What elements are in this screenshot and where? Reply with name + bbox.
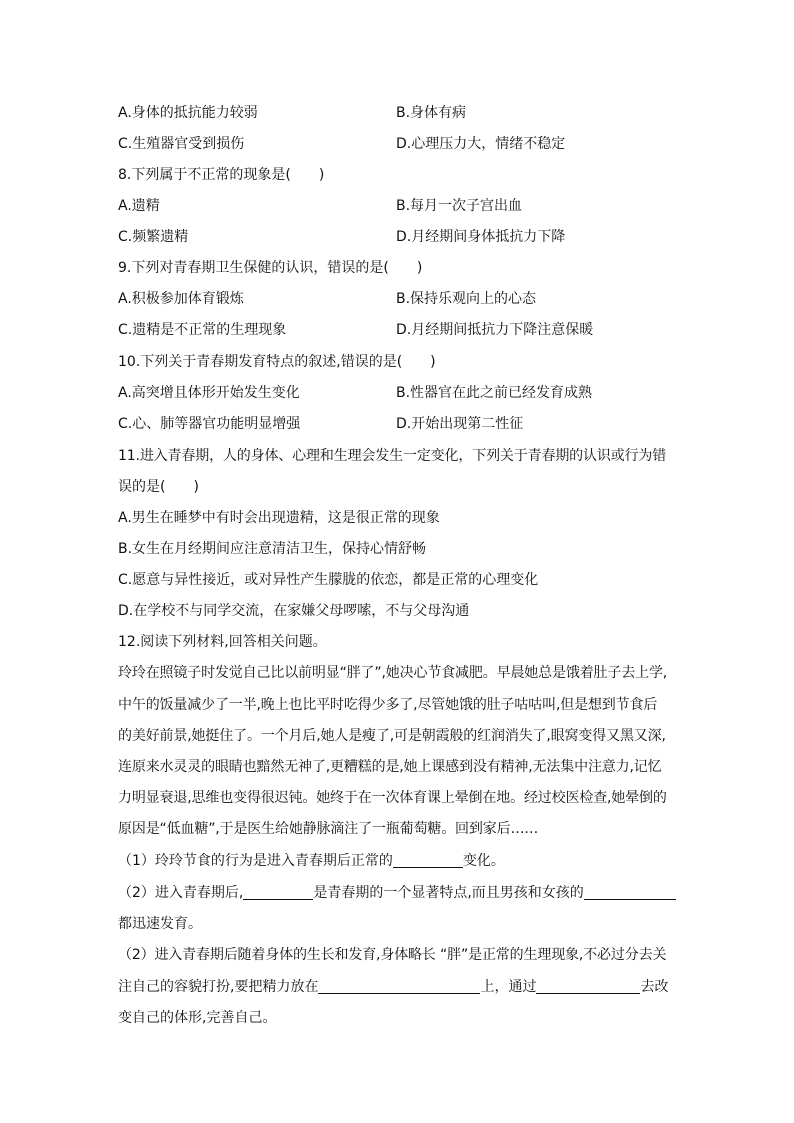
q12-passage-line2: 中午的饭量减少了一半,晚上也比平时吃得少多了,尽管她饿的肚子咕咕叫,但是想到节食后 — [118, 697, 658, 713]
q10-option-d: D.开始出现第二性征 — [396, 416, 524, 432]
q12-sub3-middle: 上，通过 — [480, 979, 537, 995]
q12-passage-line4: 连原来水灵灵的眼睛也黯然无神了,更糟糕的是,她上课感到没有精神,无法集中注意力,记忆 — [118, 759, 662, 775]
q10-option-a: A.高突增且体形开始发生变化 — [118, 385, 300, 401]
q12-sub2-answer-blank-1[interactable] — [243, 885, 313, 900]
q9-option-b: B.保持乐观向上的心态 — [396, 291, 537, 307]
q11-option-a: A.男生在睡梦中有时会出现遗精，这是很正常的现象 — [118, 510, 440, 526]
q12-sub2-answer-blank-2[interactable] — [584, 885, 676, 900]
q12-sub1 — [118, 853, 505, 869]
q12-sub1-suffix: 变化。 — [462, 853, 505, 869]
q12-sub3-prefix: 注自己的容貌打扮,要把精力放在 — [118, 979, 319, 995]
q12-sub2 — [118, 885, 676, 901]
q12-passage-line3: 的美好前景,她挺住了。一个月后,她人是瘦了,可是朝霞般的红润消失了,眼窝变得又黑又深, — [118, 728, 666, 744]
q11-option-d: D.在学校不与同学交流，在家嫌父母啰嗦，不与父母沟通 — [118, 603, 470, 619]
q11-option-b: B.女生在月经期间应注意清洁卫生，保持心情舒畅 — [118, 541, 427, 557]
q8-option-a: A.遗精 — [118, 198, 160, 214]
q12-sub3-line1: （2）进入青春期后随着身体的生长和发育,身体略长 “胖”是正常的生理现象,不必过分去关 — [118, 947, 667, 963]
q9-option-c: C.遗精是不正常的生理现象 — [118, 322, 287, 338]
q9-option-d: D.月经期间抵抗力下降注意保暖 — [396, 322, 594, 338]
q12-sub3-answer-blank-1[interactable] — [318, 979, 480, 994]
q9-stem: 9.下列对青春期卫生保健的认识，错误的是( ) — [118, 260, 423, 276]
q10-option-c: C.心、肺等器官功能明显增强 — [118, 416, 301, 432]
q12-passage-line1: 玲玲在照镜子时发觉自己比以前明显“胖了”,她决心节食减肥。早晨她总是饿着肚子去上学, — [118, 665, 668, 681]
q8-option-b: B.每月一次子宫出血 — [396, 198, 523, 214]
q8-option-c: C.频繁遗精 — [118, 229, 189, 245]
q12-passage-line6: 原因是“低血糖”,于是医生给她静脉滴注了一瓶葡萄糖。回到家后…… — [118, 821, 539, 837]
q12-stem: 12.阅读下列材料,回答相关问题。 — [118, 634, 327, 650]
q7-option-c: C.生殖器官受到损伤 — [118, 136, 245, 152]
q7-option-b: B.身体有病 — [396, 105, 467, 121]
q12-sub3-line2 — [118, 979, 668, 995]
q12-sub1-prefix: （1）玲玲节食的行为是进入青春期后正常的 — [118, 853, 393, 869]
q8-option-d: D.月经期间身体抵抗力下降 — [396, 229, 566, 245]
q11-stem-line2: 误的是( ) — [118, 479, 199, 495]
q12-sub2-prefix: （2）进入青春期后, — [118, 885, 244, 901]
q7-option-d: D.心理压力大，情绪不稳定 — [396, 136, 566, 152]
q11-stem-line1: 11.进入青春期，人的身体、心理和生理会发生一定变化，下列关于青春期的认识或行为错 — [118, 448, 667, 464]
q12-passage-line5: 力明显衰退,思维也变得很迟钝。她终于在一次体育课上晕倒在地。经过校医检查,她晕倒的 — [118, 790, 667, 806]
q10-option-b: B.性器官在此之前已经发育成熟 — [396, 385, 593, 401]
q12-sub1-answer-blank[interactable] — [393, 853, 463, 868]
q11-option-c: C.愿意与异性接近，或对异性产生朦胧的依恋，都是正常的心理变化 — [118, 572, 539, 588]
q12-sub3-suffix: 去改 — [640, 979, 669, 995]
q12-sub3-line3: 变自己的体形,完善自己。 — [118, 1010, 277, 1026]
q8-stem: 8.下列属于不正常的现象是( ) — [118, 167, 325, 183]
q9-option-a: A.积极参加体育锻炼 — [118, 291, 244, 307]
q7-option-a: A.身体的抵抗能力较弱 — [118, 105, 258, 121]
q10-stem: 10.下列关于青春期发育特点的叙述,错误的是( ) — [118, 354, 436, 370]
q12-sub2-line2: 都迅速发育。 — [118, 916, 202, 932]
q12-sub3-answer-blank-2[interactable] — [536, 979, 640, 994]
q12-sub2-middle: 是青春期的一个显著特点,而且男孩和女孩的 — [313, 885, 584, 901]
